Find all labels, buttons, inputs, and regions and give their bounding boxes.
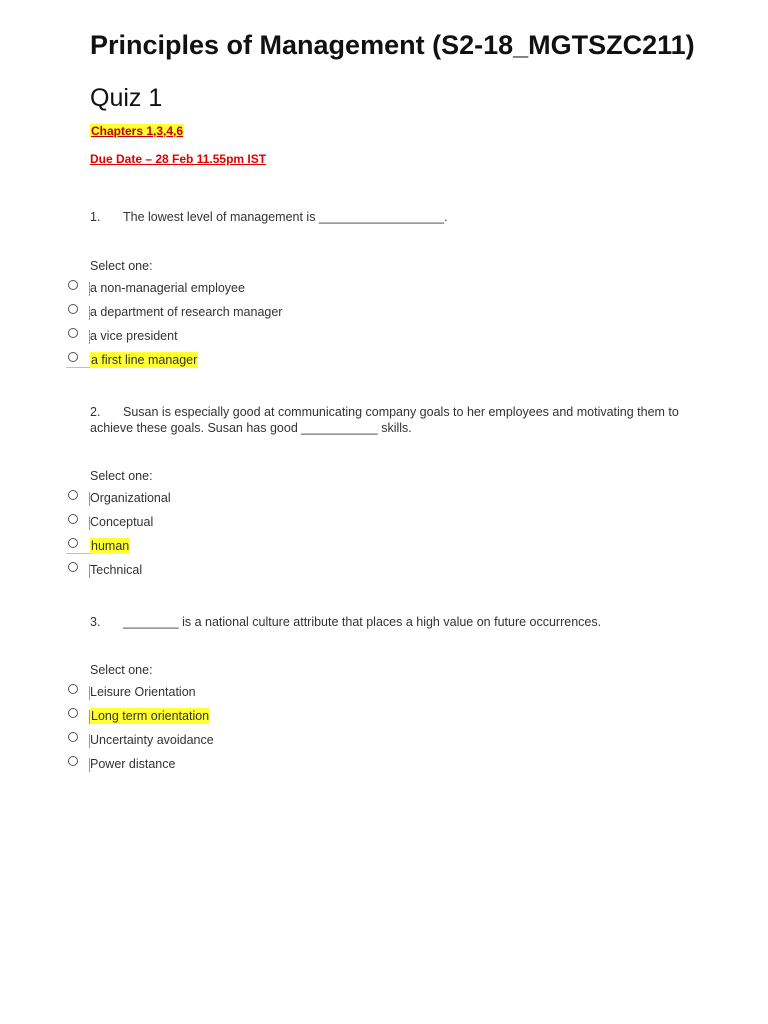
option-label: a department of research manager: [90, 305, 283, 319]
option-q1-c[interactable]: [66, 328, 566, 348]
radio-button-icon[interactable]: [68, 514, 78, 524]
option-label: Power distance: [90, 757, 176, 771]
option-label: Uncertainty avoidance: [90, 733, 214, 747]
option-q1-a[interactable]: [66, 280, 566, 300]
option-q2-d[interactable]: [66, 562, 566, 582]
radio-button-icon[interactable]: [68, 352, 78, 362]
question-number: 3.: [90, 615, 101, 629]
radio-button-icon[interactable]: [68, 708, 78, 718]
radio-button-icon[interactable]: [68, 732, 78, 742]
option-label: Organizational: [90, 491, 171, 505]
option-q1-d[interactable]: [66, 352, 566, 372]
highlight-underline-mark: [66, 553, 90, 554]
question-2: [90, 404, 690, 436]
option-label: Conceptual: [90, 515, 154, 529]
question-text: Susan is especially good at communicating company goals to her employees and motivating them to achieve these goals. Susan has good ___________ skills.: [90, 405, 679, 435]
radio-button-icon[interactable]: [68, 328, 78, 338]
radio-button-icon[interactable]: [68, 304, 78, 314]
radio-button-icon[interactable]: [68, 280, 78, 290]
option-label-highlighted: a first line manager: [91, 353, 198, 367]
document-title: Principles of Management (S2-18_MGTSZC211): [90, 30, 695, 60]
option-q3-a[interactable]: [66, 684, 566, 704]
question-text: ________ is a national culture attribute that places a high value on future occurrences.: [123, 615, 602, 629]
option-q2-b[interactable]: [66, 514, 566, 534]
select-one-label: Select one:: [90, 259, 153, 273]
option-q3-b[interactable]: [66, 708, 566, 728]
question-number: 2.: [90, 405, 101, 419]
radio-button-icon[interactable]: [68, 490, 78, 500]
option-label: a non-managerial employee: [90, 281, 245, 295]
radio-button-icon[interactable]: [68, 684, 78, 694]
radio-button-icon[interactable]: [68, 562, 78, 572]
question-number: 1.: [90, 210, 101, 224]
quiz-subtitle: Quiz 1: [90, 84, 163, 112]
question-text: The lowest level of management is __________________.: [123, 210, 448, 224]
due-date-label: Due Date – 28 Feb 11.55pm IST: [90, 152, 267, 166]
radio-button-icon[interactable]: [68, 756, 78, 766]
option-q2-c[interactable]: [66, 538, 566, 558]
question-3: [90, 614, 690, 630]
select-one-label: Select one:: [90, 663, 153, 677]
option-label-highlighted: human: [91, 539, 130, 553]
radio-button-icon[interactable]: [68, 538, 78, 548]
option-q1-b[interactable]: [66, 304, 566, 324]
select-one-label: Select one:: [90, 469, 153, 483]
question-1: [90, 209, 690, 225]
option-label: a vice president: [90, 329, 178, 343]
highlight-underline-mark: [66, 367, 90, 368]
option-label: Technical: [90, 563, 143, 577]
option-q3-c[interactable]: [66, 732, 566, 752]
option-label-highlighted: Long term orientation: [91, 709, 210, 723]
chapters-label: Chapters 1,3,4,6: [91, 124, 184, 138]
option-q3-d[interactable]: [66, 756, 566, 776]
option-label: Leisure Orientation: [90, 685, 196, 699]
option-q2-a[interactable]: [66, 490, 566, 510]
